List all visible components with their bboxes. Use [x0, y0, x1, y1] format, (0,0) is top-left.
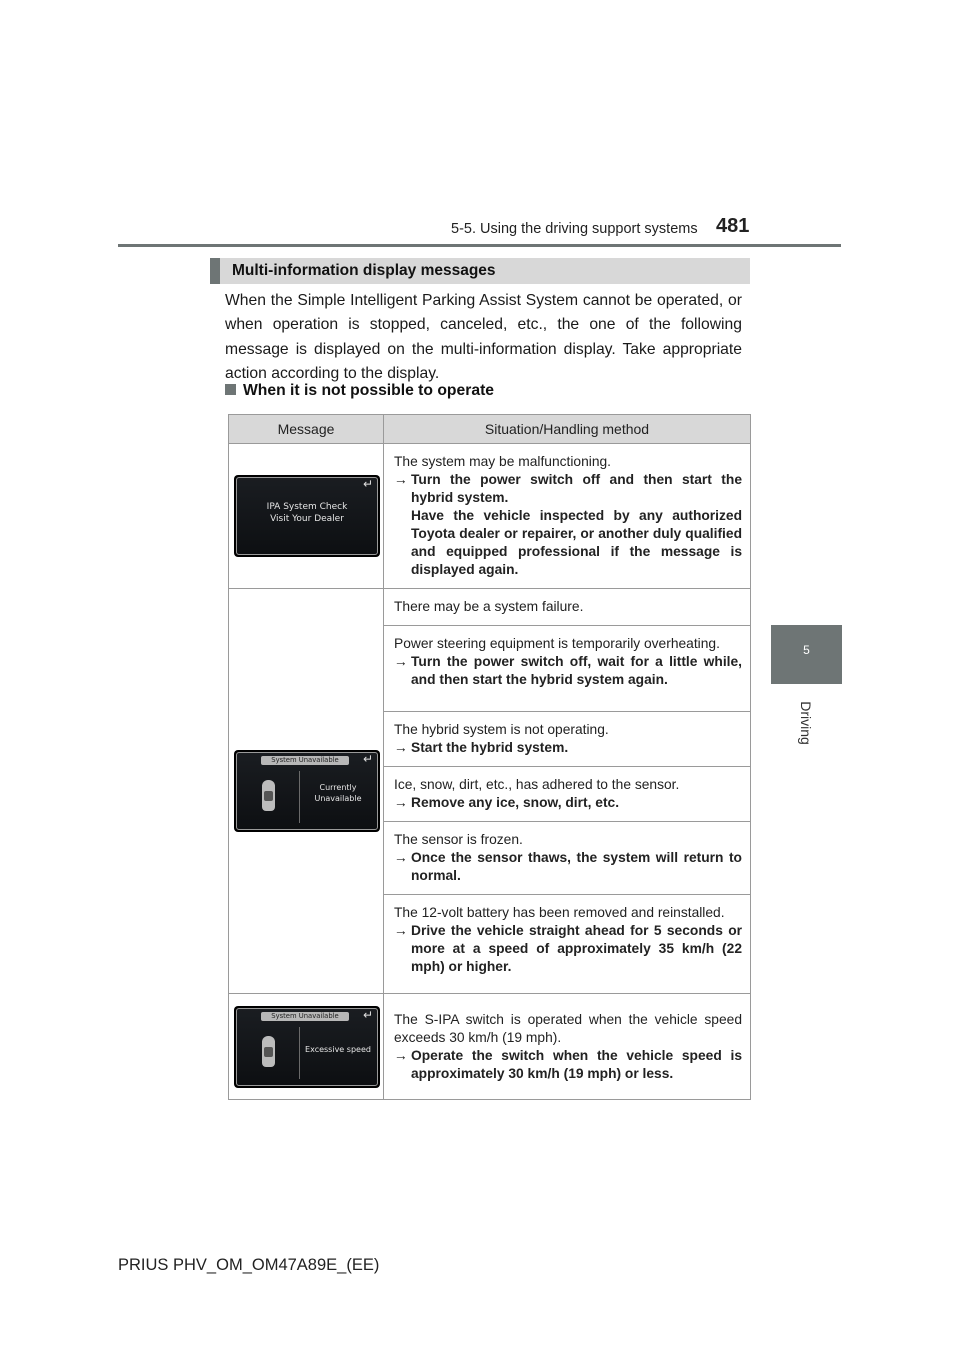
arrow-icon: → [394, 1048, 408, 1063]
square-bullet-icon [225, 384, 236, 395]
column-header-situation: Situation/Handling method [384, 415, 751, 444]
action-text: → Once the sensor thaws, the system will return to normal. [394, 850, 742, 883]
screen-divider [299, 771, 300, 823]
page-number: 481 [716, 215, 750, 237]
display-system-unavailable [234, 750, 380, 832]
action-text: → Start the hybrid system. [394, 740, 569, 755]
subsection-heading [225, 382, 494, 400]
situation-text: The sensor is frozen. [394, 832, 523, 847]
situation-text: The 12-volt battery has been removed and reinstalled. [394, 905, 725, 920]
screen-text: Currently [319, 783, 357, 792]
arrow-icon: → [394, 740, 408, 755]
screen-text: Unavailable [314, 794, 362, 803]
table-row [229, 444, 751, 589]
chapter-label: Driving [798, 701, 814, 745]
document-code: PRIUS PHV_OM_OM47A89E_(EE) [118, 1256, 380, 1274]
arrow-icon: → [394, 850, 408, 865]
action-text: → Turn the power switch off and then start the hybrid system. [394, 472, 742, 505]
back-icon: ↵ [362, 477, 373, 491]
back-icon: ↵ [362, 752, 373, 766]
table-row [229, 589, 751, 626]
situation-text: Power steering equipment is temporarily overheating. [394, 636, 720, 651]
screen-divider [299, 1027, 300, 1079]
chapter-number: 5 [803, 643, 810, 657]
situation-cell [384, 994, 751, 1100]
running-header-title: 5-5. Using the driving support systems [451, 221, 698, 237]
situation-cell [384, 626, 751, 712]
situation-cell [384, 767, 751, 822]
subsection-heading-text: When it is not possible to operate [243, 382, 495, 399]
situation-text: There may be a system failure. [394, 599, 584, 614]
messages-table [228, 414, 751, 1100]
arrow-icon: → [394, 923, 408, 938]
arrow-icon: → [394, 472, 408, 487]
action-text: → Remove any ice, snow, dirt, etc. [394, 795, 620, 810]
car-icon [262, 780, 275, 811]
table-row [229, 994, 751, 1100]
screen-text: IPA System Check [266, 502, 348, 512]
arrow-icon: → [394, 795, 408, 810]
screen-text: Excessive speed [305, 1044, 371, 1054]
message-image-cell [229, 589, 384, 994]
situation-cell [384, 444, 751, 589]
car-icon [262, 1036, 275, 1067]
situation-text: The system may be malfunctioning. [394, 454, 612, 469]
action-text: → Drive the vehicle straight ahead for 5 seconds or more at a speed of approximately 35 km/h (22 mph) or higher. [394, 923, 742, 974]
display-excessive-speed [234, 1006, 380, 1088]
situation-cell [384, 895, 751, 994]
situation-cell [384, 712, 751, 767]
situation-text: Ice, snow, dirt, etc., has adhered to the sensor. [394, 777, 680, 792]
situation-cell [384, 822, 751, 895]
system-unavailable-badge: System Unavailable [261, 756, 349, 765]
section-heading-bar [210, 258, 750, 284]
header-rule [118, 244, 841, 247]
back-icon: ↵ [362, 1007, 373, 1022]
message-image-cell [229, 444, 384, 589]
situation-text: The hybrid system is not operating. [394, 722, 609, 737]
action-text: → Turn the power switch off, wait for a little while, and then start the hybrid system again. [394, 654, 742, 687]
screen-text: Visit Your Dealer [270, 514, 344, 524]
chapter-tab[interactable] [771, 625, 842, 684]
table-header-row [229, 415, 751, 444]
arrow-icon: → [394, 654, 408, 669]
action-text: Have the vehicle inspected by any authorized Toyota dealer or repairer, or another duly qualified and equipped professional if the message is displayed again. [411, 508, 742, 577]
situation-cell [384, 589, 751, 626]
message-image-cell [229, 994, 384, 1100]
system-unavailable-badge: System Unavailable [261, 1012, 349, 1021]
action-text: → Operate the switch when the vehicle speed is approximately 30 km/h (19 mph) or less. [394, 1048, 742, 1081]
intro-paragraph: When the Simple Intelligent Parking Assist System cannot be operated, or when operation is stopped, canceled, etc., the one of the following message is displayed on the multi-information display. Take appropriate action according to the display. [225, 292, 742, 382]
column-header-message: Message [229, 415, 384, 444]
section-heading: Multi-information display messages [232, 262, 496, 279]
display-ipa-system-check [234, 475, 380, 557]
situation-text: The S-IPA switch is operated when the vehicle speed exceeds 30 km/h (19 mph). [394, 1012, 742, 1045]
